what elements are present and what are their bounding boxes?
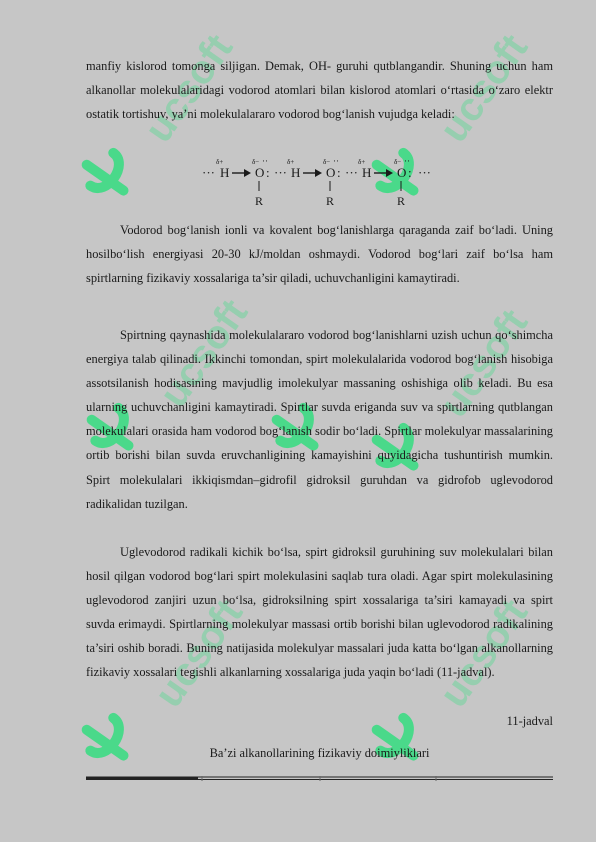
watermark-text: ucsoft bbox=[431, 26, 537, 151]
formula-h: H bbox=[220, 165, 230, 180]
watermark-text: ucsoft bbox=[136, 26, 242, 151]
paragraph-1: manfiy kislorod tomonga siljigan. Demak, OH- guruhi qutblangandir. Shuning uchun ham alkanollar molekulalaridagi vodorod atomlari bilan kislorod atomlari o‘rtasida o‘zaro elektr ostatik tortishuv, ya’ni molekulalararo vodorod bog‘lanish vujudga keladi: bbox=[86, 59, 553, 122]
formula-delta-plus: δ+ bbox=[287, 158, 295, 166]
table-caption: Ba’zi alkanollarining fizikaviy doimiyliklari bbox=[209, 746, 430, 760]
formula-h: H bbox=[291, 165, 301, 180]
formula-r: R bbox=[397, 194, 406, 208]
formula-r: R bbox=[255, 194, 264, 208]
formula-delta-minus: δ− bbox=[252, 158, 260, 166]
formula-o: O bbox=[326, 165, 336, 180]
watermark-text: ucsoft bbox=[431, 591, 537, 716]
formula-colon: : bbox=[266, 165, 270, 180]
watermark-text: ucsoft bbox=[431, 301, 537, 426]
paragraph-4: Uglevodorod radikali kichik bo‘lsa, spirt gidroksil guruhining suv molekulalari bilan hosil qilgan vodorod bog‘lari spirt molekulasini saqlab tura oladi. Agar spirt molekulasining uglevodorod zanjiri uzun bo‘lsa, gidroksilning spirt xossalariga ta’siri kamayadi va spirt suvda erimaydi. Spirtlarning molekulyar massasi ortib borishi bilan uglevodorod radikalining ta’siri oshib boradi. Buning natijasida molekulyar massalari juda katta bo‘lgan alkanollarning fizikaviy xossalari tegishli alkanlarning xossalariga juda yaqin bo‘ladi (11-jadval). bbox=[86, 545, 553, 680]
formula-h: H bbox=[362, 165, 372, 180]
formula-colon: : bbox=[337, 165, 341, 180]
formula-delta-plus: δ+ bbox=[216, 158, 224, 166]
table-reference: 11-jadval bbox=[506, 714, 553, 728]
watermark-text: ucsoft bbox=[146, 591, 252, 716]
formula-o: O bbox=[255, 165, 265, 180]
formula-lone-pair: ·· bbox=[262, 156, 268, 166]
formula-ellipsis: ··· bbox=[345, 165, 358, 180]
formula-ellipsis: ··· bbox=[274, 165, 287, 180]
paragraph-3: Spirtning qaynashida molekulalararo vodorod bog‘lanishlarni uzish uchun qo‘shimcha energiya talab qilinadi. Ikkinchi tomondan, spirt molekulalarida vodorod bog‘lanish hisobiga assotsilanish hodisasining mavjudlig imolekulyar massaning oshishiga olib keladi. Bu esa ularning uchuvchanligini kamaytiradi. Spirtlar suvda eriganda suv va spirtlarning qutblangan molekulalari orasida ham vodorod bog‘lanish sodir bo‘ladi. Spirtlar molekulyar massalarining ortib borishi bilan suvda eruvchanligining kamayishini quyidagicha tushuntirish mumkin. Spirt molekulalari ikkiqismdan–gidrofil gidroksil guruhdan va gidrofob uglevodorod radikalidan tuzilgan. bbox=[86, 328, 553, 511]
watermark-text: ucsoft bbox=[151, 291, 257, 416]
hydrogen-bond-formula bbox=[200, 155, 440, 210]
paragraph-2: Vodorod bog‘lanish ionli va kovalent bog‘lanishlarga qaraganda zaif bo‘ladi. Uning hosilbo‘lish energiyasi 20-30 kJ/moldan oshmaydi. Vodorod bog‘lari zaif bo‘lsa ham spirtlarning fizikaviy xossalariga ta’sir qiladi, uchuvchanligini kamaytiradi. bbox=[86, 223, 553, 286]
formula-ellipsis: ··· bbox=[202, 165, 215, 180]
formula-delta-minus: δ− bbox=[394, 158, 402, 166]
formula-delta-minus: δ− bbox=[323, 158, 331, 166]
formula-ellipsis: ··· bbox=[418, 165, 431, 180]
formula-delta-plus: δ+ bbox=[358, 158, 366, 166]
formula-o: O bbox=[397, 165, 407, 180]
formula-lone-pair: ·· bbox=[333, 156, 339, 166]
formula-r: R bbox=[326, 194, 335, 208]
formula-colon: : bbox=[408, 165, 412, 180]
formula-lone-pair: ·· bbox=[404, 156, 410, 166]
table-top-border bbox=[86, 776, 553, 781]
